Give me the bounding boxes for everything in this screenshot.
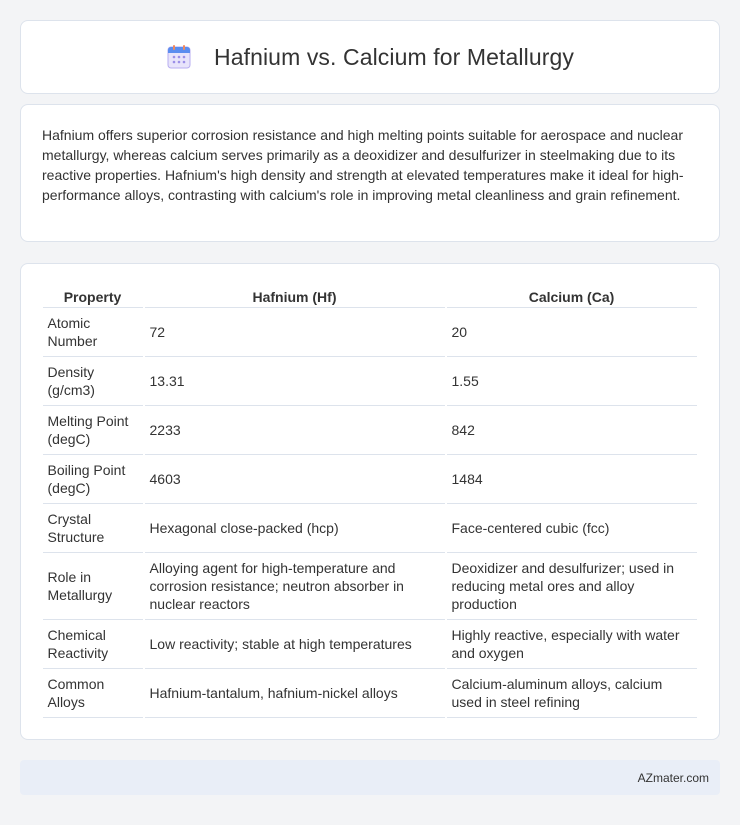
hafnium-cell: 13.31 bbox=[145, 357, 445, 406]
calcium-cell: 1.55 bbox=[447, 357, 697, 406]
table-row bbox=[43, 455, 697, 504]
calcium-cell: 842 bbox=[447, 406, 697, 455]
hafnium-cell: Hafnium-tantalum, hafnium-nickel alloys bbox=[145, 669, 445, 718]
hafnium-cell: 72 bbox=[145, 308, 445, 357]
table-row bbox=[43, 553, 697, 620]
hafnium-cell: Alloying agent for high-temperature and corrosion resistance; neutron absorber in nuclear reactors bbox=[145, 553, 445, 620]
property-cell: Density (g/cm3) bbox=[43, 357, 143, 406]
property-cell: Atomic Number bbox=[43, 308, 143, 357]
intro-text: Hafnium offers superior corrosion resistance and high melting points suitable for aerospace and nuclear metallurgy, whereas calcium serves primarily as a deoxidizer and desulfurizer in steelmaking due to its reactive properties. Hafnium's high density and strength at elevated temperatures make it ideal for high-performance alloys, contrasting with calcium's role in improving metal cleanliness and grain refinement. bbox=[42, 127, 684, 203]
table-row bbox=[43, 620, 697, 669]
table-row bbox=[43, 669, 697, 718]
footer-brand: AZmater.com bbox=[637, 770, 709, 785]
comparison-table bbox=[41, 284, 699, 718]
intro-card bbox=[20, 104, 720, 242]
hafnium-cell: 2233 bbox=[145, 406, 445, 455]
calcium-cell: Face-centered cubic (fcc) bbox=[447, 504, 697, 553]
table-row bbox=[43, 357, 697, 406]
calcium-cell: Deoxidizer and desulfurizer; used in reducing metal ores and alloy production bbox=[447, 553, 697, 620]
comparison-table-card bbox=[20, 263, 720, 740]
table-row bbox=[43, 406, 697, 455]
calcium-cell: Highly reactive, especially with water and oxygen bbox=[447, 620, 697, 669]
hafnium-cell: 4603 bbox=[145, 455, 445, 504]
calcium-cell: 20 bbox=[447, 308, 697, 357]
property-cell: Crystal Structure bbox=[43, 504, 143, 553]
property-cell: Common Alloys bbox=[43, 669, 143, 718]
table-row bbox=[43, 504, 697, 553]
property-cell: Role in Metallurgy bbox=[43, 553, 143, 620]
column-header-hafnium: Hafnium (Hf) bbox=[145, 284, 445, 308]
property-cell: Boiling Point (degC) bbox=[43, 455, 143, 504]
title-card bbox=[20, 20, 720, 94]
page-title: Hafnium vs. Calcium for Metallurgy bbox=[213, 43, 574, 70]
table-header-row bbox=[43, 284, 697, 308]
calendar-icon bbox=[166, 44, 192, 70]
table-row bbox=[43, 308, 697, 357]
property-cell: Chemical Reactivity bbox=[43, 620, 143, 669]
hafnium-cell: Hexagonal close-packed (hcp) bbox=[145, 504, 445, 553]
calcium-cell: 1484 bbox=[447, 455, 697, 504]
hafnium-cell: Low reactivity; stable at high temperatures bbox=[145, 620, 445, 669]
column-header-property: Property bbox=[43, 284, 143, 308]
calcium-cell: Calcium-aluminum alloys, calcium used in steel refining bbox=[447, 669, 697, 718]
footer-bar bbox=[20, 760, 720, 795]
column-header-calcium: Calcium (Ca) bbox=[447, 284, 697, 308]
property-cell: Melting Point (degC) bbox=[43, 406, 143, 455]
